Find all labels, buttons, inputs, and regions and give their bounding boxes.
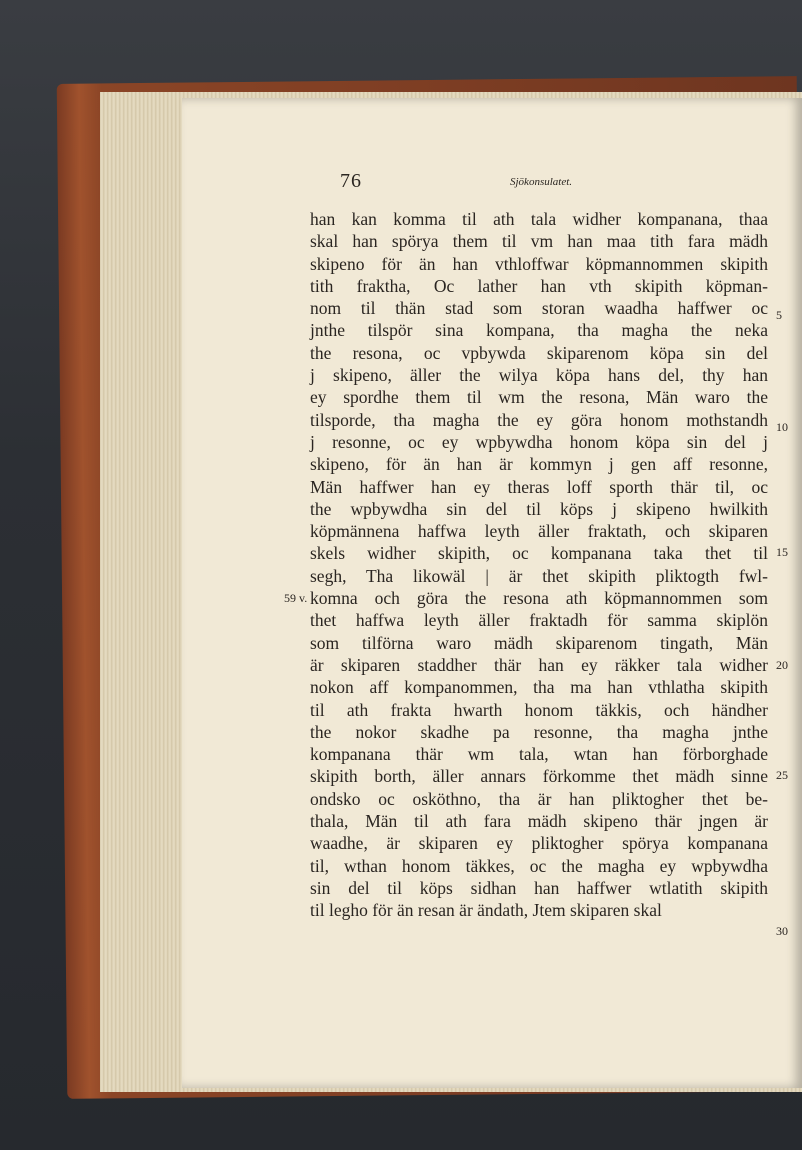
text-line: tilsporde, tha magha the ey göra honom mothstandh — [310, 409, 768, 430]
text-line: skal han spörya them til vm han maa tith fara mädh — [310, 231, 768, 252]
text-line: skels widher skipith, oc kompanana taka thet til — [310, 543, 768, 564]
text-line: skipeno för än han vthloffwar köpmannommen skipith — [310, 253, 768, 274]
text-line: skipith borth, äller annars förkomme thet mädh sinne — [310, 766, 768, 787]
text-line: til ath frakta hwarth honom täkkis, och händher — [310, 699, 768, 720]
line-number: 25 — [776, 768, 788, 782]
text-line: sin del til köps sidhan han haffwer wtlatith skipith — [310, 877, 768, 898]
text-line: som tilförna waro mädh skiparenom tingath, Män — [310, 632, 768, 653]
text-line: köpmännena haffwa leyth äller fraktath, och skiparen — [310, 521, 768, 542]
text-line: j skipeno, äller the wilya köpa hans del, thy han — [310, 365, 768, 386]
text-line: skipeno, för än han är kommyn j gen aff resonne, — [310, 454, 768, 475]
margin-folio-note: 59 v. — [284, 591, 308, 605]
text-line: til, wthan honom täkkes, oc the magha ey wpbywdha — [310, 855, 768, 876]
text-line: thala, Män til ath fara mädh skipeno thär jngen är — [310, 811, 768, 832]
line-number: 10 — [776, 420, 788, 434]
text-line: nokon aff kompanommen, tha ma han vthlatha skipith — [310, 677, 768, 698]
text-line: ey spordhe them til wm the resona, Män waro the — [310, 387, 768, 408]
page-header — [340, 170, 780, 200]
line-number: 20 — [776, 658, 788, 672]
text-line: han kan komma til ath tala widher kompanana, thaa — [310, 209, 768, 229]
line-number: 15 — [776, 545, 788, 559]
text-line: j resonne, oc ey wpbywdha honom köpa sin del j — [310, 431, 768, 452]
text-line: är skiparen staddher thär han ey räkker tala widher — [310, 654, 768, 675]
text-line: the nokor skadhe pa resonne, tha magha jnthe — [310, 721, 768, 742]
text-line: til legho för än resan är ändath, Jtem skiparen skal — [310, 900, 662, 921]
text-line: Män haffwer han ey theras loff sporth thär til, oc — [310, 476, 768, 497]
text-line: ondsko oc osköthno, tha är han pliktogher thet be- — [310, 788, 768, 809]
body-text — [310, 208, 768, 922]
running-head: Sjökonsulatet. — [510, 176, 573, 188]
text-line: tith fraktha, Oc lather han vth skipith köpman- — [310, 275, 768, 296]
text-line: jnthe tilspör sina kompana, tha magha the neka — [310, 320, 768, 341]
text-line: nom til thän stad som storan waadha haffwer oc — [310, 298, 768, 319]
text-line: waadhe, är skiparen ey pliktogher spörya kompanana — [310, 833, 768, 854]
text-line: the resona, oc vpbywda skiparenom köpa sin del — [310, 342, 768, 363]
line-number: 30 — [776, 924, 788, 938]
line-number: 5 — [776, 308, 782, 322]
text-line: thet haffwa leyth äller fraktadh för samma skiplön — [310, 610, 768, 631]
text-line: the wpbywdha sin del til köps j skipeno hwilkith — [310, 498, 768, 519]
text-line: segh, Tha likowäl | är thet skipith pliktogth fwl- — [310, 565, 768, 586]
text-line: kompanana thär wm tala, wtan han förborghade — [310, 744, 768, 765]
page-number: 76 — [340, 170, 362, 192]
text-line: komna och göra the resona ath köpmannommen som — [310, 588, 768, 609]
